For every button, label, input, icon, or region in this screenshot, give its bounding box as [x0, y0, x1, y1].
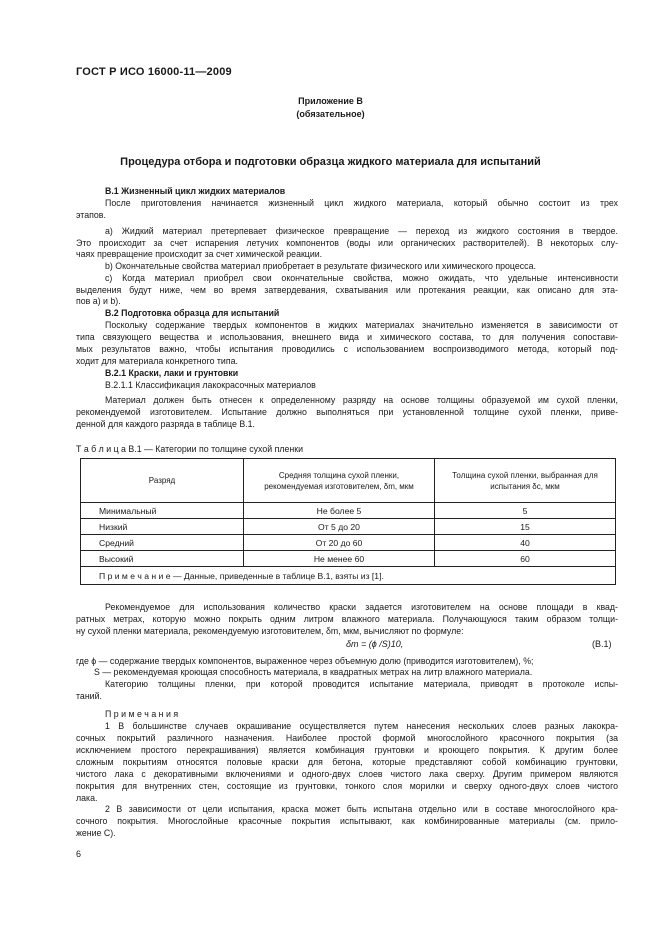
table-caption: [76, 444, 618, 455]
table-caption-text: В.1 — Категории по толщине сухой пленки: [128, 444, 303, 454]
item-c-line: выделения будут ниже, чем во время затвердевания, схватывания или протекания реакции, как описано для эта-: [76, 285, 618, 295]
paragraph-line: денной для каждого разряда в таблице В.1.: [76, 419, 255, 429]
item-a-line: а) Жидкий материал претерпевает физическое превращение — переход из жидкого состояния в твердое.: [105, 226, 618, 236]
document-code: ГОСТ Р ИСО 16000-11—2009: [76, 66, 232, 78]
table-cell: Не более 5: [244, 503, 435, 519]
page-number: 6: [76, 849, 82, 859]
where-line: S — рекомендуемая кроющая способность материала, в квадратных метрах на литр влажного материала.: [94, 667, 533, 677]
annex-status: (обязательное): [296, 109, 365, 119]
item-a-line: Это происходит за счет испарения летучих компонентов (воды или органических растворителей). В некоторых слу-: [76, 238, 618, 248]
table-cell: Не менее 60: [244, 551, 435, 567]
table-cell: 40: [435, 535, 616, 551]
table-cell: 5: [435, 503, 616, 519]
annex-label: [0, 95, 661, 121]
formula-number: (В.1): [592, 639, 612, 649]
section-b1-title: В.1 Жизненный цикл жидких материалов: [105, 186, 286, 196]
formula: δm = (ϕ /S)10,: [346, 639, 404, 649]
table-row: [81, 503, 616, 519]
note-line: сочного покрытия. Многослойные красочные покрытия испытывают, как комбинированные материалы (см. прило-: [76, 816, 618, 826]
column-header-test-thickness: [435, 459, 616, 503]
paragraph-line: Материал должен быть отнесен к определенному разряду на основе толщины образуемой им сухой пленки,: [105, 395, 618, 405]
item-b-line: b) Окончательные свойства материал приобретает в результате физического или химического процесса.: [105, 261, 536, 271]
column-header-category: Разряд: [81, 459, 244, 503]
where-line: где ϕ — содержание твердых компонентов, выраженное через объемную долю (приводится изготовителем), %;: [76, 656, 534, 666]
note-line: исключением простого перекрашивания) является комбинация грунтовки и кроющего покрытия. К другим более: [76, 745, 618, 755]
note-line: лака.: [76, 793, 98, 803]
note-line: сочных покрытий различного назначения. Наиболее простой формой многослойного красочного покрытия (за: [76, 733, 618, 743]
table-cell: Минимальный: [81, 503, 244, 519]
table-cell: Низкий: [81, 519, 244, 535]
subsection-title: В.2.1 Краски, лаки и грунтовки: [105, 368, 239, 378]
column-header-recommended-thickness: [244, 459, 435, 503]
paragraph-line: рекомендуемой изготовителем. Испытание должно выполняться при установленной толщине сухой пленки, приве-: [76, 407, 618, 417]
header-line: рекомендуемая изготовителем, δm, мкм: [264, 481, 414, 491]
note-line: жение С).: [76, 828, 116, 838]
table-caption-prefix: Т а б л и ц а: [76, 444, 126, 454]
paragraph-line: ну сухой пленки материала, рекомендуемую изготовителем, δm, мкм, вычисляют по формуле:: [76, 626, 464, 636]
notes-title: П р и м е ч а н и я: [105, 709, 179, 719]
header-line: испытания δc, мкм: [490, 481, 560, 491]
annex-title: Приложение В: [298, 96, 363, 106]
table-note: П р и м е ч а н и е — Данные, приведенные в таблице В.1, взяты из [1].: [81, 567, 616, 585]
table-row: [81, 535, 616, 551]
table-header-row: [81, 459, 616, 503]
table-note-row: [81, 567, 616, 585]
paragraph-line: типа связующего вещества и использования, внешнего вида и химического состава, то для получения сопостави-: [76, 332, 618, 342]
paragraph-line: Поскольку содержание твердых компонентов в жидких материалах значительно изменяется в зависимости от: [105, 320, 618, 330]
table-cell: От 5 до 20: [244, 519, 435, 535]
note-line: 1 В большинстве случаев окрашивание осуществляется путем нанесения нескольких слоев разных лакокра-: [105, 721, 618, 731]
table-row: [81, 551, 616, 567]
section-b2-title: В.2 Подготовка образца для испытаний: [105, 308, 280, 318]
note-line: покрытия для внутренних стен, состоящие из грунтовки, тонкого слоя морилки и сверху одного-двух слоев чистого: [76, 781, 618, 791]
thickness-table: [80, 458, 616, 585]
item-a-line: чаях превращение происходит за счет химической реакции.: [76, 249, 323, 259]
note-line: сложным покрытиям относятся половые краски для бетона, которые представляют собой комбинацию грунтовки,: [76, 757, 618, 767]
note-line: 2 В зависимости от цели испытания, краска может быть испытана отдельно или в составе многослойного кра-: [105, 804, 618, 814]
table-row: [81, 519, 616, 535]
paragraph-line: После приготовления начинается жизненный цикл жидкого материала, который обычно состоит из трех: [105, 198, 618, 208]
table-cell: Средний: [81, 535, 244, 551]
table-cell: 15: [435, 519, 616, 535]
section-heading: Процедура отбора и подготовки образца жидкого материала для испытаний: [120, 156, 541, 168]
item-c-line: пов а) и b).: [76, 296, 121, 306]
paragraph-line: мых результатов важно, чтобы испытания проводились с использованием воспроизводимого метода, который под-: [76, 344, 618, 354]
paragraph-line: Категорию толщины пленки, при которой проводится испытание материала, приводят в протоколе испы-: [105, 679, 618, 689]
table-cell: От 20 до 60: [244, 535, 435, 551]
header-line: Толщина сухой пленки, выбранная для: [452, 470, 598, 480]
paragraph-line: ходит для материала конкретного типа.: [76, 356, 238, 366]
item-c-line: с) Когда материал приобрел свои окончательные свойства, можно ожидать, что удельные интенсивности: [105, 273, 618, 283]
note-line: чистого лака с декоративными включениями и одного-двух слоев чистого лака сверху. Другим примером являются: [76, 769, 618, 779]
paragraph-line: Рекомендуемое для использования количество краски задается изготовителем на основе площади в квад-: [105, 602, 618, 612]
paragraph-line: ратных метрах, которую можно покрыть одним литром влажного материала. Получающуюся таким образом толщи-: [76, 614, 618, 624]
paragraph-line: этапов.: [76, 210, 106, 220]
header-line: Средняя толщина сухой пленки,: [278, 470, 400, 480]
paragraph-line: таний.: [76, 691, 102, 701]
table-cell: Высокий: [81, 551, 244, 567]
table-cell: 60: [435, 551, 616, 567]
subsubsection-title: В.2.1.1 Классификация лакокрасочных материалов: [105, 380, 316, 390]
